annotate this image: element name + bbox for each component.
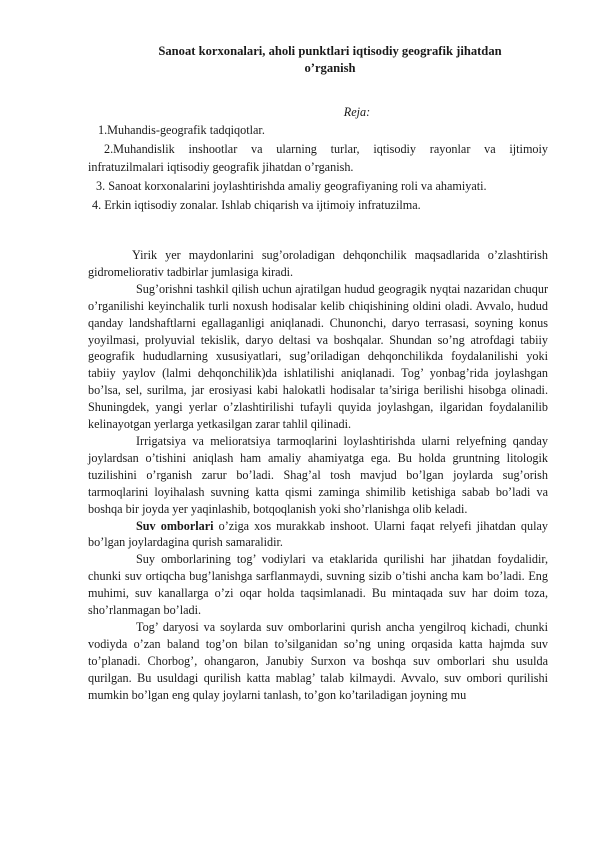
plan-item-1: 1.Muhandis-geografik tadqiqotlar. <box>98 123 265 137</box>
title-line-2: o’rganish <box>304 60 356 75</box>
plan-item-2: 2.Muhandislik inshootlar va ularning turlar, iqtisodiy rayonlar va ijtimoiy <box>104 142 548 156</box>
paragraph-3: Irrigatsiya va melioratsiya tarmoqlarini loylashtirishda ularni relyefning qanday joylardsan o’tishini aniqlash ham amaliy ahamiyatga ega. Bu holda gruntning litologik tuzilishini o’rganish zarur bo’ladi. Shag’al tosh mavjud bo’lgan joylarda sug’orish tarmoqlarini loyihalash suvning katta qismi zaminga shimilib ketishiga sabab bo’ladi va boshqa bir joyda yer yaqinlashib, botqoqlanish yoki sho’rlanishga olib keladi. <box>88 433 548 516</box>
paragraph-4 <box>88 518 548 552</box>
plan-heading-text: Reja: <box>343 105 371 119</box>
paragraph-6: Tog’ daryosi va soylarda suv omborlarini qurish ancha yengilroq kichadi, chunki vodiyda o’zan baland tog’on bilan to’silganidan so’ng uning orqasida katta hajmda suv to’planadi. Chorbog’, ohangaron, Janubiy Surxon va boshqa suv omborlari shu usulda qurilgan. Bu usuldagi qurilish katta mablag’ talab kilmaydi. Avvalo, suv ombori qurilishi mumkin bo’lgan eng qulay joylarni tanlash, to’gon ko’tariladigan joyning mu <box>88 619 548 702</box>
plan-item-3: 3. Sanoat korxonalarini joylashtirishda amaliy geografiyaning roli va ahamiyati. <box>96 179 487 193</box>
paragraph-5: Suy omborlarining tog’ vodiylari va etaklarida qurilishi har jihatdan foydalidir, chunki suv ortiqcha bug’lanishga sarflanmaydi, suvning sizib o’tishi ancha kam bo’ladi. Eng muhimi, suv kanallarga o’zi oqar holda taqsimlanadi. Bu mintaqada suv har doim toza, sho’rlanmagan bo’ladi. <box>88 552 548 618</box>
title-line-1: Sanoat korxonalari, aholi punktlari iqtisodiy geografik jihatdan <box>158 44 502 58</box>
paragraph-1: Yirik yer maydonlarini sug’oroladigan dehqonchilik maqsadlarida o’zlashtirish gidromeliorativ tadbirlar jumlasiga kiradi. <box>88 248 548 279</box>
plan-item-4: 4. Erkin iqtisodiy zonalar. Ishlab chiqarish va ijtimoiy infratuzilma. <box>92 198 421 212</box>
plan-heading <box>0 104 596 121</box>
term-suv-omborlari: Suv omborlari <box>136 518 214 533</box>
document-title <box>120 43 540 76</box>
paragraph-2: Sug’orishni tashkil qilish uchun ajratilgan hudud geogragik nyqtai nazaridan chuqur o’rganilishi keyinchalik turli noxush hodisalar kelib chiqishining oldini oladi. Avvalo, hudud qanday landshaftlarni egallaganligi aniqlanadi. Chunonchi, daryo terrasasi, soyning konus yoyilmasi, prolyuvial tekislik, daryo deltasi va boshqalar. Shundan so’ng atrofdagi tabiiy geografik hududlarning xususiyatlari, sug’oriladigan dehqonchilikda foydalanilishi yoki tabiiy yaylov (lalmi dehqonchilik)da ishlatilishi aniqlanadi. Tog’ yonbag’rida joylashgan bo’lsa, sel, surilma, jar erosiyasi kabi halokatli hodisalar ta’siriga berilishi hisobga olinadi. Shuningdek, yangi yerlar o’zlashtirilishi tufayli quyida joylashgan, ilgaridan foydalanilib kelinayotgan yerlarga yetkasilgan zarar tahlil qilinadi. <box>88 281 548 432</box>
plan-item-2-continued: infratuzilmalari iqtisodiy geografik jihatdan o’rganish. <box>88 160 354 174</box>
body-text <box>88 247 548 703</box>
paragraph-4-text: o’ziga xos murakkab inshoot. Ularni faqat relyefi jihatdan qulay bo’lgan joylardagina qurish samaralidir. <box>88 518 548 550</box>
